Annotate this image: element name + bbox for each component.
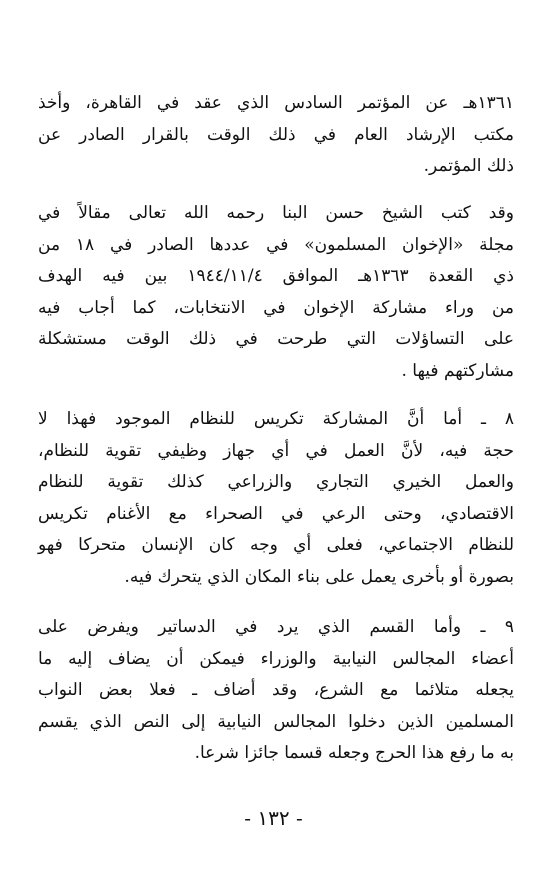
text-line: بصورة أو بأخرى يعمل على بناء المكان الذي يتحرك فيه. — [124, 566, 514, 587]
paragraph-3 — [38, 404, 514, 593]
text-line: يجعله متلائما مع الشرع، وقد أضاف ـ فعلا بعض النواب — [38, 680, 514, 700]
text-line: مشاركتهم فيها . — [401, 360, 514, 381]
text-line: حجة فيه، لأنَّ العمل في أي جهاز وظيفي تقوية للنظام، — [38, 440, 514, 461]
text-line: ٨ ـ أما أنَّ المشاركة تكريس للنظام الموجود فهذا لا — [38, 409, 514, 429]
text-line: مكتب الإرشاد العام في ذلك الوقت بالقرار الصادر عن — [38, 124, 514, 145]
text-line: به ما رفع هذا الحرج وجعله قسما جائزا شرعا. — [194, 743, 514, 763]
text-line: الاقتصادي، وحتى الرعي في الصحراء مع الأغنام تكريس — [38, 503, 514, 524]
paragraph-4 — [38, 612, 514, 770]
text-line: مجلة «الإخوان المسلمون» في عددها الصادر في ١٨ من — [38, 234, 515, 255]
text-line: المسلمين الذين دخلوا المجالس النيابية إلى النص الذي يقسم — [38, 711, 514, 732]
text-line: للنظام الاجتماعي، فعلى أي وجه كان الإنسان متحركا فهو — [38, 535, 514, 555]
text-line: وقد كتب الشيخ حسن البنا رحمه الله تعالى مقالاً في — [38, 203, 514, 223]
paragraph-1 — [38, 88, 514, 183]
text-line: على التساؤلات التي طرحت في ذلك الوقت مستشكلة — [38, 329, 514, 349]
text-line: من وراء مشاركة الإخوان في الانتخابات، كما أجاب فيه — [38, 297, 514, 318]
paragraph-2 — [38, 198, 514, 387]
text-line: ١٣٦١هـ عن المؤتمر السادس الذي عقد في القاهرة، وأخذ — [38, 93, 514, 113]
text-line: أعضاء المجالس النيابية والوزراء فيمكن أن يضاف إليه ما — [38, 648, 514, 669]
text-line: والعمل الخيري التجاري والزراعي كذلك تقوية للنظام — [38, 472, 514, 492]
text-line: ٩ ـ وأما القسم الذي يرد في الدساتير ويفرض على — [38, 617, 514, 637]
page-number: - ١٣٢ - — [244, 806, 303, 830]
text-line: ذي القعدة ١٣٦٣هـ الموافق ١٩٤٤/١١/٤ بين فيه الهدف — [38, 266, 515, 286]
text-line: ذلك المؤتمر. — [423, 156, 514, 176]
